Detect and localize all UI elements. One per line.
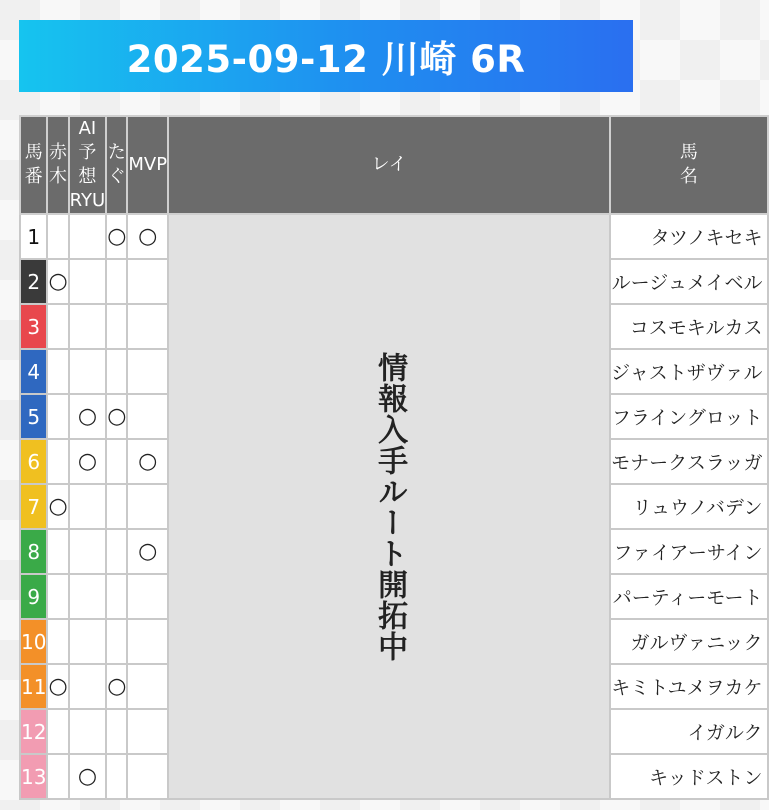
circle-mark: ○ — [138, 224, 158, 249]
circle-mark: ○ — [107, 674, 127, 699]
mark-tagu — [106, 439, 127, 484]
mark-ai — [69, 439, 107, 484]
mark-mvp — [127, 754, 168, 799]
table-row — [20, 214, 768, 259]
mark-mvp — [127, 214, 168, 259]
horse-number: 5 — [20, 394, 47, 439]
horse-number: 13 — [20, 754, 47, 799]
circle-mark: ○ — [138, 449, 158, 474]
mark-akagi — [47, 439, 68, 484]
mark-mvp — [127, 709, 168, 754]
mark-tagu — [106, 349, 127, 394]
mark-tagu — [106, 664, 127, 709]
mark-tagu — [106, 754, 127, 799]
rei-column-note — [168, 214, 610, 799]
mark-ai — [69, 304, 107, 349]
horse-number: 1 — [20, 214, 47, 259]
mark-tagu — [106, 304, 127, 349]
mark-akagi — [47, 754, 68, 799]
horse-name: ジャストザヴァル — [610, 349, 767, 394]
mark-akagi — [47, 214, 68, 259]
circle-mark: ○ — [138, 539, 158, 564]
mark-tagu — [106, 529, 127, 574]
mark-tagu — [106, 259, 127, 304]
race-title-banner — [19, 20, 633, 92]
horse-name: モナークスラッガ — [610, 439, 767, 484]
circle-mark: ○ — [77, 404, 98, 429]
horse-number: 8 — [20, 529, 47, 574]
race-title: 2025-09-12 川崎 6R — [126, 38, 526, 81]
horse-number: 9 — [20, 574, 47, 619]
mark-tagu — [106, 394, 127, 439]
horse-name: ルージュメイベル — [610, 259, 767, 304]
mark-tagu — [106, 214, 127, 259]
horse-number: 11 — [20, 664, 47, 709]
horse-name: イガルク — [610, 709, 767, 754]
horse-name: キミトユメヲカケ — [610, 664, 767, 709]
mark-tagu — [106, 619, 127, 664]
table-header-row — [20, 116, 768, 214]
mark-ai — [69, 484, 107, 529]
horse-name: リュウノバデン — [610, 484, 767, 529]
mark-mvp — [127, 259, 168, 304]
horse-name: パーティーモート — [610, 574, 767, 619]
header-mvp: MVP — [127, 116, 168, 214]
mark-ai — [69, 664, 107, 709]
mark-tagu — [106, 709, 127, 754]
mark-akagi — [47, 529, 68, 574]
mark-mvp — [127, 574, 168, 619]
horse-number: 10 — [20, 619, 47, 664]
horse-number: 7 — [20, 484, 47, 529]
mark-akagi — [47, 619, 68, 664]
horse-name: フライングロット — [610, 394, 767, 439]
mark-mvp — [127, 484, 168, 529]
mark-mvp — [127, 304, 168, 349]
circle-mark: ○ — [48, 674, 68, 699]
circle-mark: ○ — [48, 269, 68, 294]
mark-tagu — [106, 574, 127, 619]
mark-ai — [69, 349, 107, 394]
mark-ai — [69, 259, 107, 304]
mark-akagi — [47, 349, 68, 394]
header-umaban: 馬 番 — [20, 116, 47, 214]
mark-ai — [69, 619, 107, 664]
mark-akagi — [47, 709, 68, 754]
horse-name: タツノキセキ — [610, 214, 767, 259]
mark-mvp — [127, 529, 168, 574]
rei-note-text: 情報入手ルート開拓中 — [372, 351, 408, 662]
mark-ai — [69, 394, 107, 439]
circle-mark: ○ — [77, 764, 98, 789]
horse-number: 3 — [20, 304, 47, 349]
horse-name: ガルヴァニック — [610, 619, 767, 664]
mark-akagi — [47, 484, 68, 529]
mark-ai — [69, 214, 107, 259]
circle-mark: ○ — [48, 494, 68, 519]
horse-number: 4 — [20, 349, 47, 394]
horse-name: ファイアーサイン — [610, 529, 767, 574]
circle-mark: ○ — [77, 449, 98, 474]
mark-mvp — [127, 439, 168, 484]
mark-akagi — [47, 394, 68, 439]
header-ai-ryu: AI予想 RYU — [69, 116, 107, 214]
mark-akagi — [47, 664, 68, 709]
mark-ai — [69, 574, 107, 619]
header-akagi: 赤木 — [47, 116, 68, 214]
horse-number: 12 — [20, 709, 47, 754]
mark-mvp — [127, 664, 168, 709]
mark-mvp — [127, 349, 168, 394]
circle-mark: ○ — [107, 224, 127, 249]
mark-mvp — [127, 394, 168, 439]
mark-ai — [69, 709, 107, 754]
circle-mark: ○ — [107, 404, 127, 429]
header-bamei: 馬 名 — [610, 116, 767, 214]
mark-mvp — [127, 619, 168, 664]
mark-ai — [69, 754, 107, 799]
prediction-table — [19, 115, 769, 800]
mark-ai — [69, 529, 107, 574]
horse-name: キッドストン — [610, 754, 767, 799]
header-tagu: たぐ — [106, 116, 127, 214]
mark-tagu — [106, 484, 127, 529]
horse-name: コスモキルカス — [610, 304, 767, 349]
mark-akagi — [47, 259, 68, 304]
horse-number: 6 — [20, 439, 47, 484]
mark-akagi — [47, 304, 68, 349]
mark-akagi — [47, 574, 68, 619]
header-rei: レイ — [168, 116, 610, 214]
horse-number: 2 — [20, 259, 47, 304]
